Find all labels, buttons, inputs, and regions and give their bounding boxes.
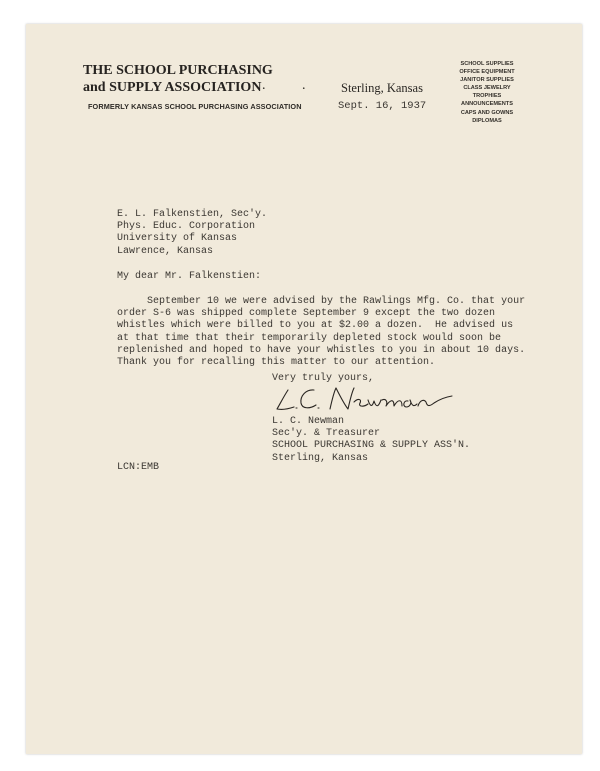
handwritten-signature (274, 384, 474, 414)
complimentary-close: Very truly yours, (272, 373, 375, 384)
separator-dot-icon: . (302, 78, 306, 93)
letter-body (117, 296, 525, 369)
address-line: Lawrence, Kansas (117, 245, 214, 257)
address-line: Phys. Educ. Corporation (117, 221, 256, 233)
body-line: Thank you for recalling this matter to our attention. (117, 357, 436, 369)
separator-dot-icon: . (262, 78, 266, 93)
address-line: University of Kansas (117, 233, 238, 245)
product-item: DIPLOMAS (472, 117, 502, 124)
org-name-line-1: THE SCHOOL PURCHASING (83, 63, 273, 78)
product-item: TROPHIES (472, 93, 502, 100)
reference-initials: LCN:EMB (117, 462, 160, 473)
body-line: September 10 we were advised by the Rawlings Mfg. Co. that your (117, 296, 526, 307)
product-item: CAPS AND GOWNS (460, 109, 514, 116)
letterhead-product-list (431, 60, 543, 125)
product-item: CLASS JEWELRY (463, 85, 511, 92)
address-line: E. L. Falkenstien, Sec'y. (117, 209, 268, 220)
body-line: whistles which were billed to you at $2.00 a dozen. He advised us (117, 320, 514, 332)
org-name-line-2: and SUPPLY ASSOCIATION (83, 80, 262, 95)
product-item: JANITOR SUPPLIES (460, 77, 514, 84)
salutation: My dear Mr. Falkenstien: (117, 271, 262, 282)
signer-line: Sterling, Kansas (272, 452, 369, 464)
letterhead-city: Sterling, Kansas (341, 81, 423, 95)
product-item: ANNOUNCEMENTS (461, 101, 513, 108)
signer-line: Sec'y. & Treasurer (272, 428, 381, 440)
signer-line: L. C. Newman (272, 416, 345, 427)
letter-date: Sept. 16, 1937 (338, 100, 427, 112)
letterhead-org-name (83, 62, 273, 96)
letterhead-formerly: FORMERLY KANSAS SCHOOL PURCHASING ASSOCIATION (88, 102, 302, 111)
body-line: at that time that their temporarily depleted stock would soon be (117, 332, 502, 344)
signature-block (272, 416, 470, 465)
body-line: replenished and hoped to have your whistles to you in about 10 days. (117, 344, 526, 356)
product-item: OFFICE EQUIPMENT (459, 69, 515, 76)
body-line: order S-6 was shipped complete September 9 except the two dozen (117, 308, 496, 320)
recipient-address (117, 209, 267, 258)
signer-line: SCHOOL PURCHASING & SUPPLY ASS'N. (272, 440, 471, 452)
product-item: SCHOOL SUPPLIES (460, 61, 514, 67)
